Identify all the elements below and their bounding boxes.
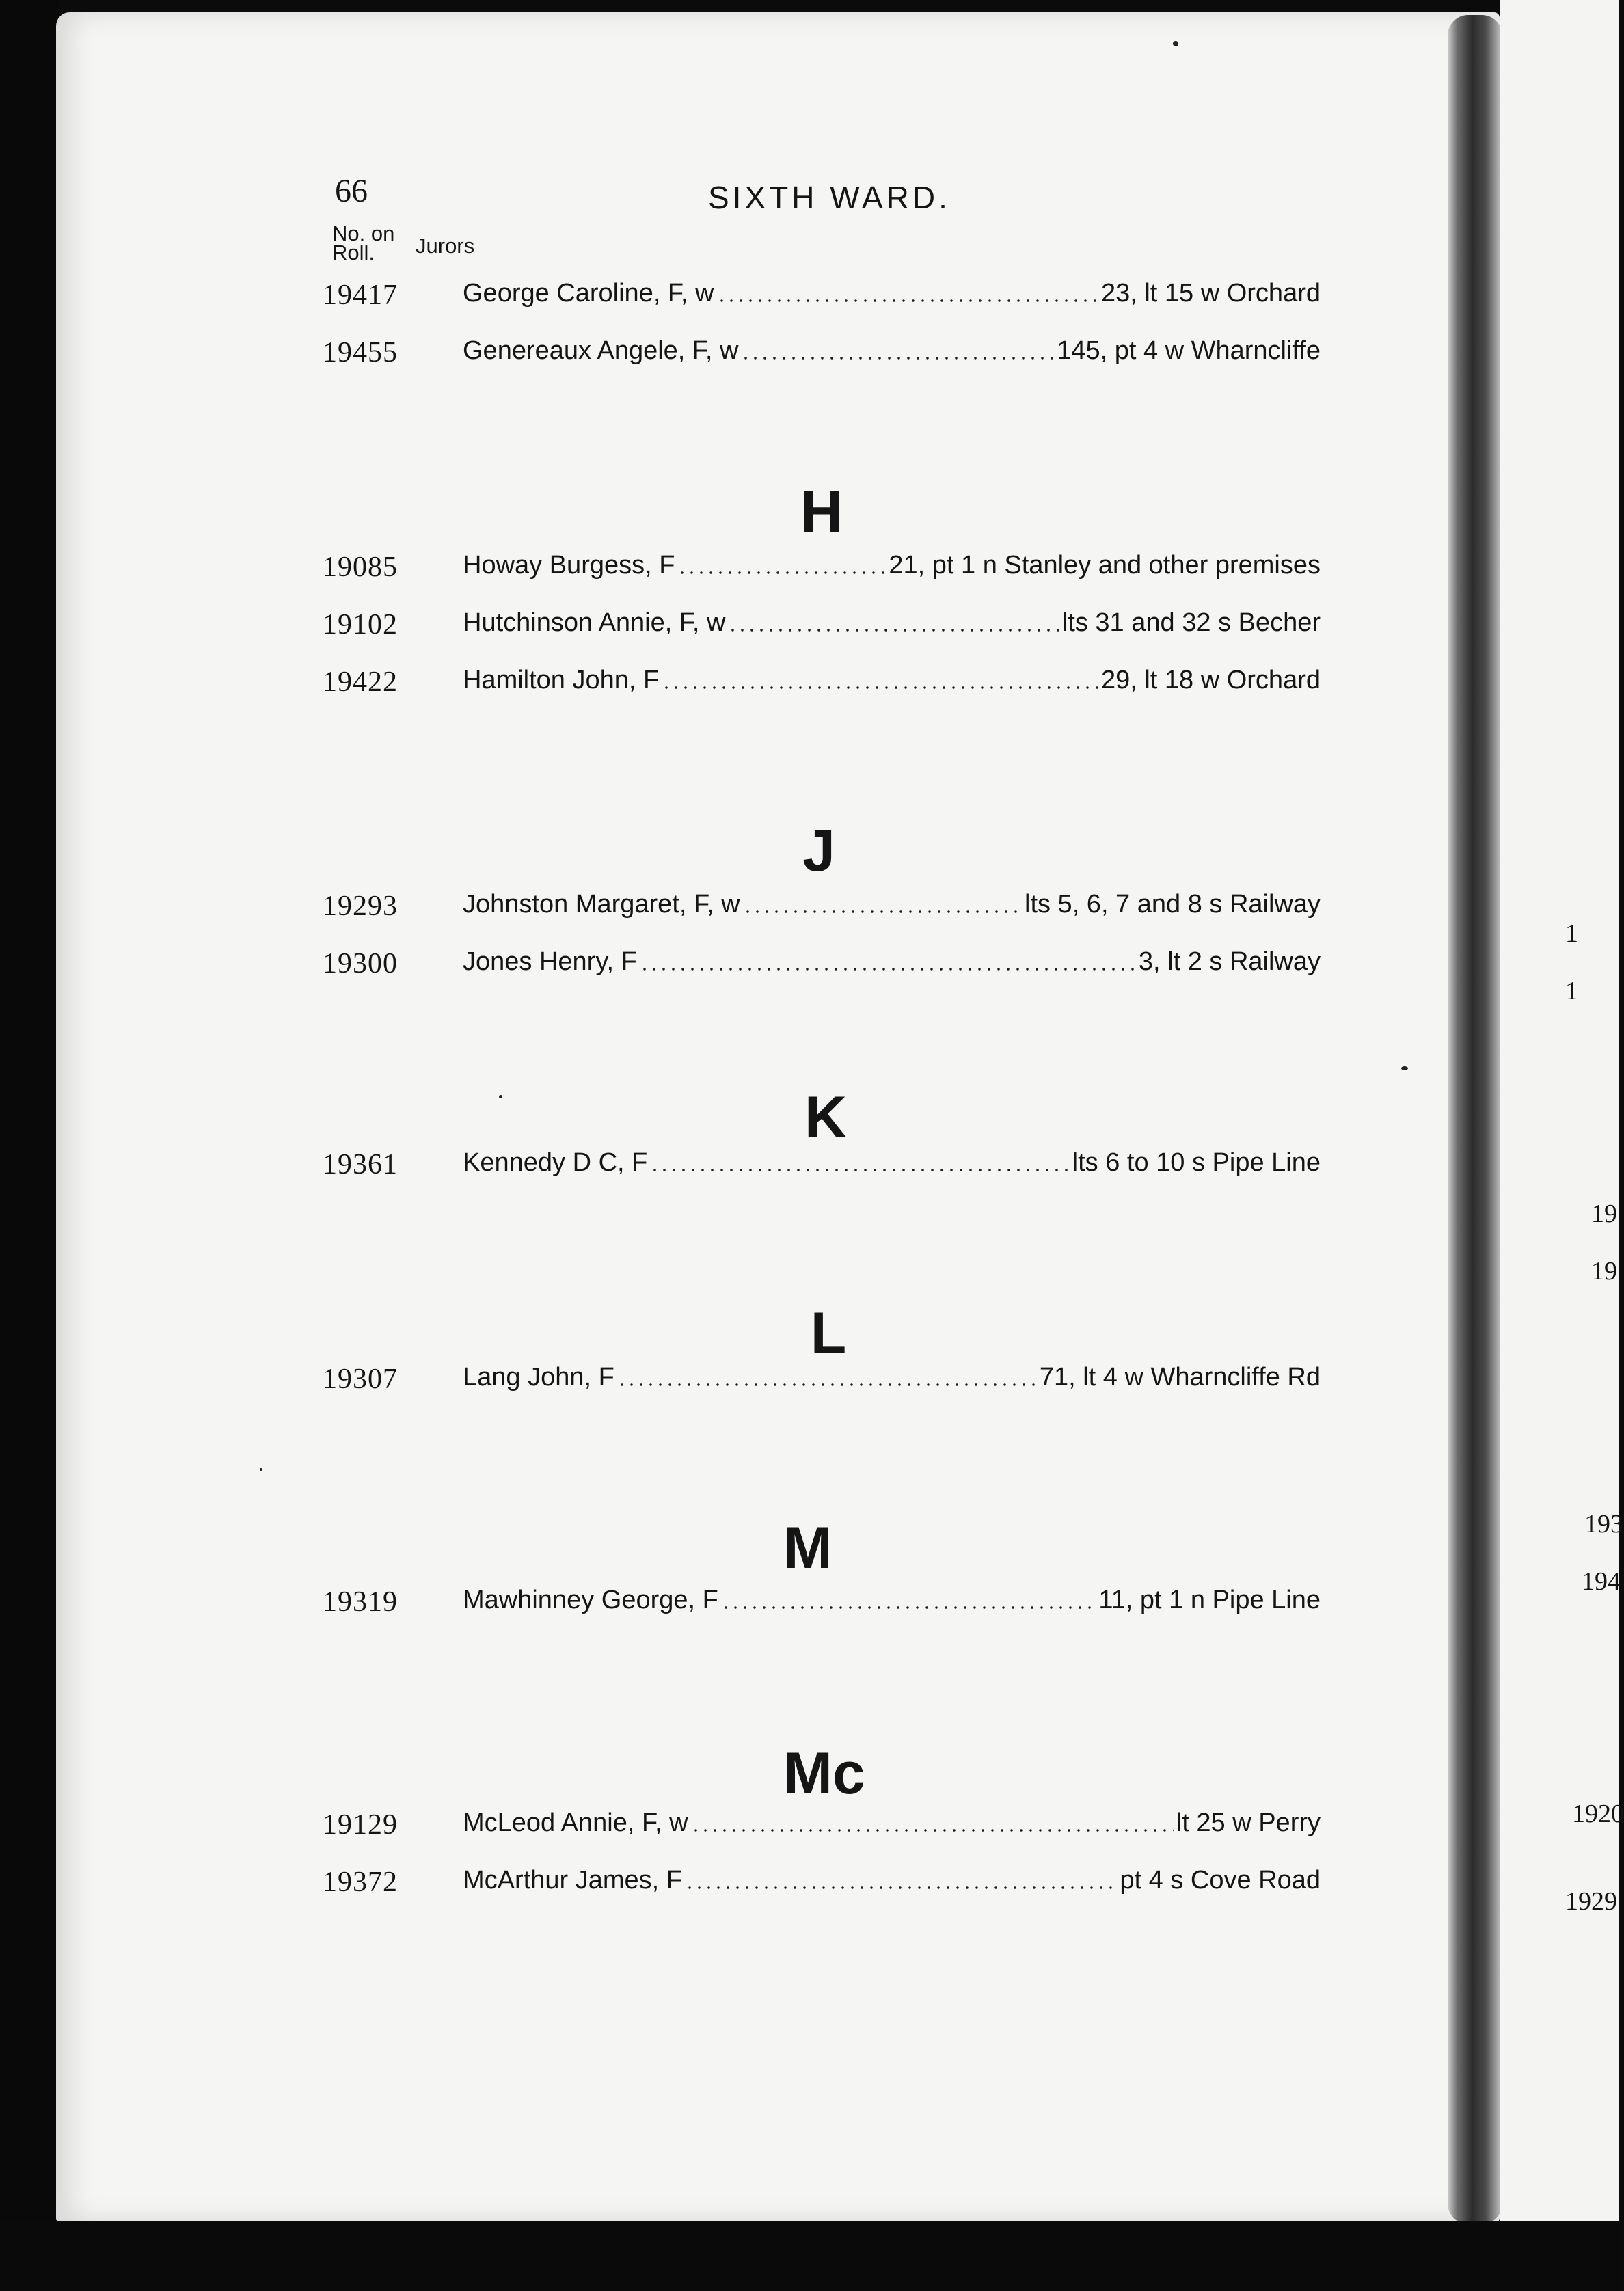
column-header-roll (332, 221, 395, 265)
property-description: 21, pt 1 n Stanley and other premises (889, 551, 1321, 580)
scan-speck (260, 1468, 262, 1471)
roll-number: 19293 (323, 891, 398, 922)
facing-page-fragment: 19 (1591, 1257, 1617, 1286)
scan-speck (499, 1095, 502, 1098)
juror-entry (323, 947, 1321, 981)
roll-number: 19085 (323, 552, 398, 583)
facing-page-fragment: 1 (1565, 919, 1578, 948)
dot-leader (691, 1829, 1174, 1832)
juror-name: Howay Burgess, F (463, 551, 675, 580)
facing-page-fragment: 193 (1584, 1510, 1623, 1538)
roll-number: 19417 (323, 280, 398, 311)
juror-name: George Caroline, F, w (463, 279, 714, 308)
property-description: 11, pt 1 n Pipe Line (1098, 1586, 1321, 1614)
juror-name: Mawhinney George, F (463, 1586, 718, 1614)
entry-line (463, 336, 1321, 366)
roll-number: 19455 (323, 337, 398, 368)
dot-leader (662, 686, 1098, 689)
facing-page-fragment: 1920 (1572, 1800, 1624, 1828)
scan-speck (1173, 41, 1178, 46)
property-description: lts 31 and 32 s Becher (1061, 608, 1321, 637)
roll-number: 19129 (323, 1809, 398, 1841)
section-letter-j: J (802, 818, 835, 884)
property-description: 23, lt 15 w Orchard (1100, 279, 1321, 308)
dot-leader (743, 910, 1022, 913)
entry-line (463, 666, 1321, 695)
juror-name: Hutchinson Annie, F, w (463, 608, 726, 637)
entry-line (463, 279, 1321, 308)
dot-leader (741, 357, 1054, 360)
juror-entry (323, 1148, 1321, 1182)
dot-leader (717, 299, 1098, 302)
section-letter-k: K (804, 1085, 848, 1150)
juror-name: Genereaux Angele, F, w (463, 336, 739, 365)
entry-line (463, 947, 1321, 977)
entry-line (463, 1363, 1321, 1392)
juror-name: Kennedy D C, F (463, 1148, 648, 1177)
property-description: 29, lt 18 w Orchard (1100, 666, 1321, 694)
juror-entry (323, 279, 1321, 313)
facing-page-fragment: 19 (1591, 1199, 1617, 1228)
juror-entry (323, 890, 1321, 924)
dot-leader (685, 1886, 1117, 1889)
entry-line (463, 890, 1321, 919)
roll-number: 19372 (323, 1867, 398, 1898)
juror-entry (323, 1866, 1321, 1900)
juror-entry (323, 666, 1321, 700)
juror-name: McArthur James, F (463, 1866, 682, 1895)
book-gutter (1448, 15, 1502, 2224)
juror-entry (323, 608, 1321, 642)
juror-name: Jones Henry, F (463, 947, 637, 976)
roll-number: 19361 (323, 1149, 398, 1180)
entry-line (463, 1866, 1321, 1895)
facing-page-fragment: 1929 (1565, 1887, 1617, 1916)
dot-leader (721, 1606, 1096, 1609)
property-description: lts 5, 6, 7 and 8 s Railway (1025, 890, 1321, 919)
roll-number: 19300 (323, 948, 398, 979)
entry-line (463, 1148, 1321, 1178)
facing-page-fragment: 194 (1582, 1567, 1621, 1596)
column-header-roll-line: No. on (332, 221, 395, 245)
property-description: pt 4 s Cove Road (1120, 1866, 1321, 1895)
juror-name: Hamilton John, F (463, 666, 660, 694)
section-letter-mc: Mc (783, 1741, 865, 1806)
juror-entry (323, 336, 1321, 370)
roll-number: 19102 (323, 609, 398, 640)
entry-line (463, 551, 1321, 580)
scan-left-edge (0, 0, 59, 2291)
section-letter-h: H (800, 479, 843, 545)
dot-leader (650, 1169, 1069, 1171)
property-description: lt 25 w Perry (1176, 1808, 1321, 1837)
running-head: SIXTH WARD. (708, 180, 951, 215)
entry-line (463, 1586, 1321, 1615)
juror-entry (323, 1363, 1321, 1397)
juror-entry (323, 551, 1321, 585)
juror-name: McLeod Annie, F, w (463, 1808, 688, 1837)
property-description: lts 6 to 10 s Pipe Line (1072, 1148, 1321, 1177)
juror-name: Johnston Margaret, F, w (463, 890, 740, 919)
dot-leader (677, 571, 886, 574)
juror-entry (323, 1586, 1321, 1620)
dot-leader (640, 968, 1136, 971)
property-description: 145, pt 4 w Wharncliffe (1057, 336, 1321, 365)
dot-leader (728, 629, 1059, 632)
section-letter-m: M (783, 1515, 833, 1581)
facing-page-fragment: 1 (1565, 977, 1578, 1005)
dot-leader (617, 1383, 1037, 1386)
property-description: 71, lt 4 w Wharncliffe Rd (1039, 1363, 1321, 1392)
scan-speck (1401, 1066, 1408, 1070)
property-description: 3, lt 2 s Railway (1138, 947, 1321, 976)
column-header-roll-line: Roll. (332, 241, 375, 265)
page-number: 66 (335, 173, 368, 209)
entry-line (463, 608, 1321, 638)
scan-bottom-edge (0, 2221, 1619, 2291)
roll-number: 19319 (323, 1586, 398, 1618)
column-header-jurors: Jurors (416, 234, 475, 258)
entry-line (463, 1808, 1321, 1838)
juror-entry (323, 1808, 1321, 1843)
roll-number: 19422 (323, 666, 398, 698)
section-letter-l: L (810, 1301, 847, 1366)
juror-name: Lang John, F (463, 1363, 614, 1392)
roll-number: 19307 (323, 1364, 398, 1395)
